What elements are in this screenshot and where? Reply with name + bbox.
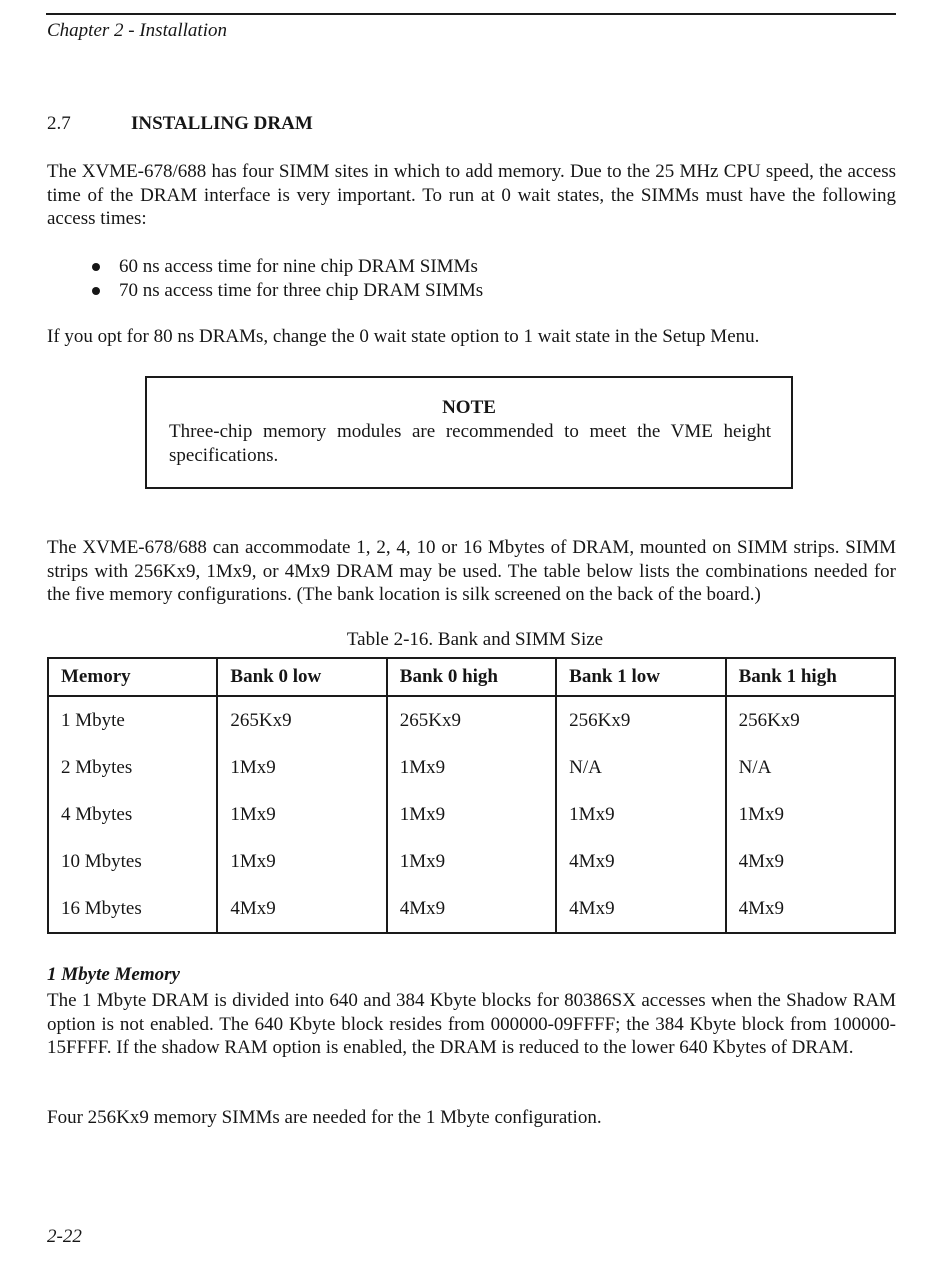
table-cell: 4Mx9: [726, 885, 895, 933]
column-header-bank-1-low: Bank 1 low: [556, 658, 725, 696]
list-item: [90, 279, 483, 303]
column-header-bank-0-high: Bank 0 high: [387, 658, 556, 696]
table-cell: 4Mx9: [387, 885, 556, 933]
table-cell: 10 Mbytes: [61, 850, 142, 872]
capacity-paragraph: The XVME-678/688 can accommodate 1, 2, 4, 10 or 16 Mbytes of DRAM, mounted on SIMM strips. SIMM strips with 256Kx9, 1Mx9, or 4Mx9 DRAM may be used. The table below lists the combinations needed for the five memory configurations. (The bank location is silk screened on the back of the board.): [47, 537, 896, 605]
wait-state-paragraph: If you opt for 80 ns DRAMs, change the 0 wait state option to 1 wait state in the Setup Menu.: [47, 326, 760, 347]
table-caption: Table 2-16. Bank and SIMM Size: [346, 629, 604, 650]
table-row: [48, 744, 895, 791]
table-row: [48, 838, 895, 885]
table-cell: 1Mx9: [217, 838, 386, 885]
table-cell: N/A: [726, 744, 895, 791]
intro-paragraph: The XVME-678/688 has four SIMM sites in which to add memory. Due to the 25 MHz CPU speed, the access time of the DRAM interface is very important. To run at 0 wait states, the SIMMs must have the following access times:: [47, 161, 896, 229]
table-cell: 16 Mbytes: [61, 897, 142, 919]
table-cell: 4Mx9: [726, 838, 895, 885]
table-cell: 1Mx9: [387, 744, 556, 791]
table-cell: 4Mx9: [556, 885, 725, 933]
table-cell: 2 Mbytes: [61, 756, 133, 778]
section-title: INSTALLING DRAM: [131, 113, 313, 134]
list-item-text: 70 ns access time for three chip DRAM SIMMs: [119, 279, 484, 301]
table-cell: 1Mx9: [556, 791, 725, 838]
table-cell: 1Mx9: [217, 791, 386, 838]
section-number: 2.7: [47, 113, 71, 134]
column-header-bank-1-high: Bank 1 high: [726, 658, 895, 696]
bank-simm-table: [47, 657, 896, 934]
bullet-icon: [92, 263, 100, 271]
section-heading: [47, 113, 313, 135]
note-text: Three-chip memory modules are recommended to meet the VME height specifications.: [169, 421, 771, 466]
table-cell: 256Kx9: [556, 696, 725, 744]
bullet-icon: [92, 287, 100, 295]
running-head: Chapter 2 - Installation: [47, 20, 227, 41]
subsection-title: 1 Mbyte Memory: [47, 964, 180, 985]
note-title: NOTE: [442, 397, 496, 418]
table-cell: 265Kx9: [217, 696, 386, 744]
table-header-row: [48, 658, 895, 696]
simm-requirement-paragraph: Four 256Kx9 memory SIMMs are needed for the 1 Mbyte configuration.: [47, 1107, 602, 1128]
table-cell: 1Mx9: [726, 791, 895, 838]
table-row: [48, 696, 895, 744]
note-box: [145, 376, 793, 489]
table-cell: 4Mx9: [556, 838, 725, 885]
table-cell: 1Mx9: [217, 744, 386, 791]
table-row: [48, 885, 895, 933]
table-cell: N/A: [556, 744, 725, 791]
table-cell: 1Mx9: [387, 791, 556, 838]
header-rule: [46, 13, 896, 15]
page-number: 2-22: [47, 1226, 82, 1247]
table-cell: 265Kx9: [387, 696, 556, 744]
table-cell: 256Kx9: [726, 696, 895, 744]
table-cell: 4Mx9: [217, 885, 386, 933]
one-mbyte-paragraph: The 1 Mbyte DRAM is divided into 640 and 384 Kbyte blocks for 80386SX accesses when the Shadow RAM option is not enabled. The 640 Kbyte block resides from 000000-09FFFF; the 384 Kbyte block from 100000-15FFFF. If the shadow RAM option is enabled, the DRAM is reduced to the lower 640 Kbytes of DRAM.: [47, 990, 896, 1058]
column-header-bank-0-low: Bank 0 low: [217, 658, 386, 696]
column-header-memory: Memory: [48, 658, 217, 696]
access-time-list: [90, 255, 483, 302]
table-cell: 1Mx9: [387, 838, 556, 885]
table-cell: 1 Mbyte: [61, 709, 125, 731]
table-cell: 4 Mbytes: [61, 803, 133, 825]
table-row: [48, 791, 895, 838]
list-item: [90, 255, 483, 279]
list-item-text: 60 ns access time for nine chip DRAM SIMMs: [119, 256, 478, 277]
